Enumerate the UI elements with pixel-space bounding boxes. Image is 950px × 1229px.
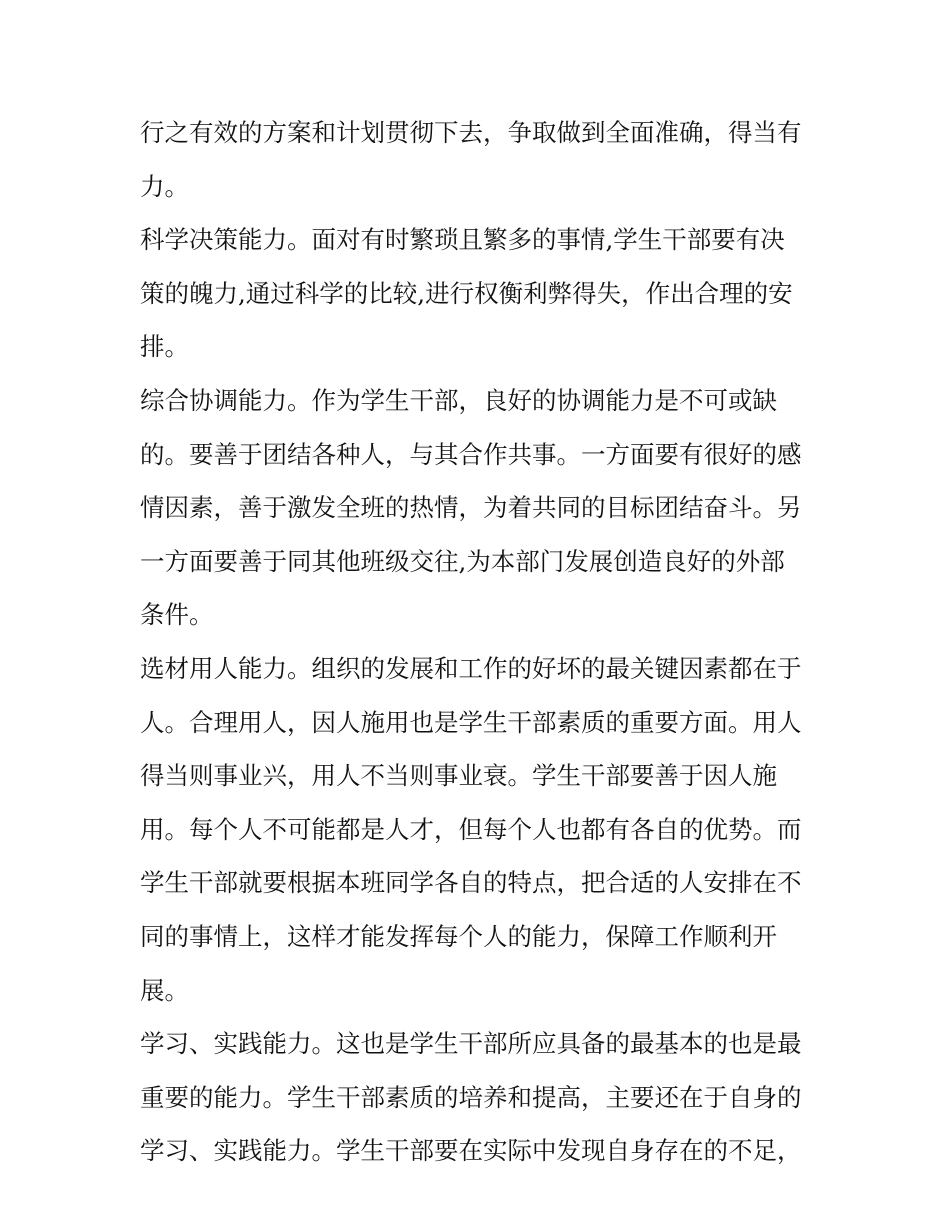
text-line: 展。 [140,975,189,1005]
text-line: 重要的能力。学生干部素质的培养和提高，主要还在于自身的 [140,1082,802,1112]
text-line: 同的事情上，这样才能发挥每个人的能力，保障工作顺利开 [140,921,777,951]
text-line: 行之有效的方案和计划贯彻下去，争取做到全面准确，得当有 [140,118,802,147]
text-line: 一方面要善于同其他班级交往,为本部门发展创造良好的外部 [140,546,785,576]
text-line: 排。 [140,332,189,362]
text-line: 学生干部就要根据本班同学各自的特点，把合适的人安排在不 [140,868,802,898]
text-line: 综合协调能力。作为学生干部，良好的协调能力是不可或缺 [140,385,777,415]
text-line: 条件。 [140,600,214,630]
text-line: 策的魄力,通过科学的比较,进行权衡利弊得失，作出合理的安 [140,278,793,308]
text-line: 得当则事业兴，用人不当则事业衰。学生干部要善于因人施 [140,761,777,791]
text-line: 的。要善于团结各种人，与其合作共事。一方面要有很好的感 [140,439,802,469]
text-line: 学习、实践能力。学生干部要在实际中发现自身存在的不足， [140,1136,802,1166]
text-line: 情因素，善于激发全班的热情，为着共同的目标团结奋斗。另 [140,493,802,523]
text-line: 用。每个人不可能都是人才，但每个人也都有各自的优势。而 [140,814,802,844]
text-line: 选材用人能力。组织的发展和工作的好坏的最关键因素都在于 [140,653,802,683]
text-line: 科学决策能力。面对有时繁琐且繁多的事情,学生干部要有决 [140,225,785,255]
text-line: 力。 [140,171,189,201]
text-line: 人。合理用人，因人施用也是学生干部素质的重要方面。用人 [140,707,802,737]
text-line: 学习、实践能力。这也是学生干部所应具备的最基本的也是最 [140,1029,802,1059]
body-text [140,106,820,1178]
